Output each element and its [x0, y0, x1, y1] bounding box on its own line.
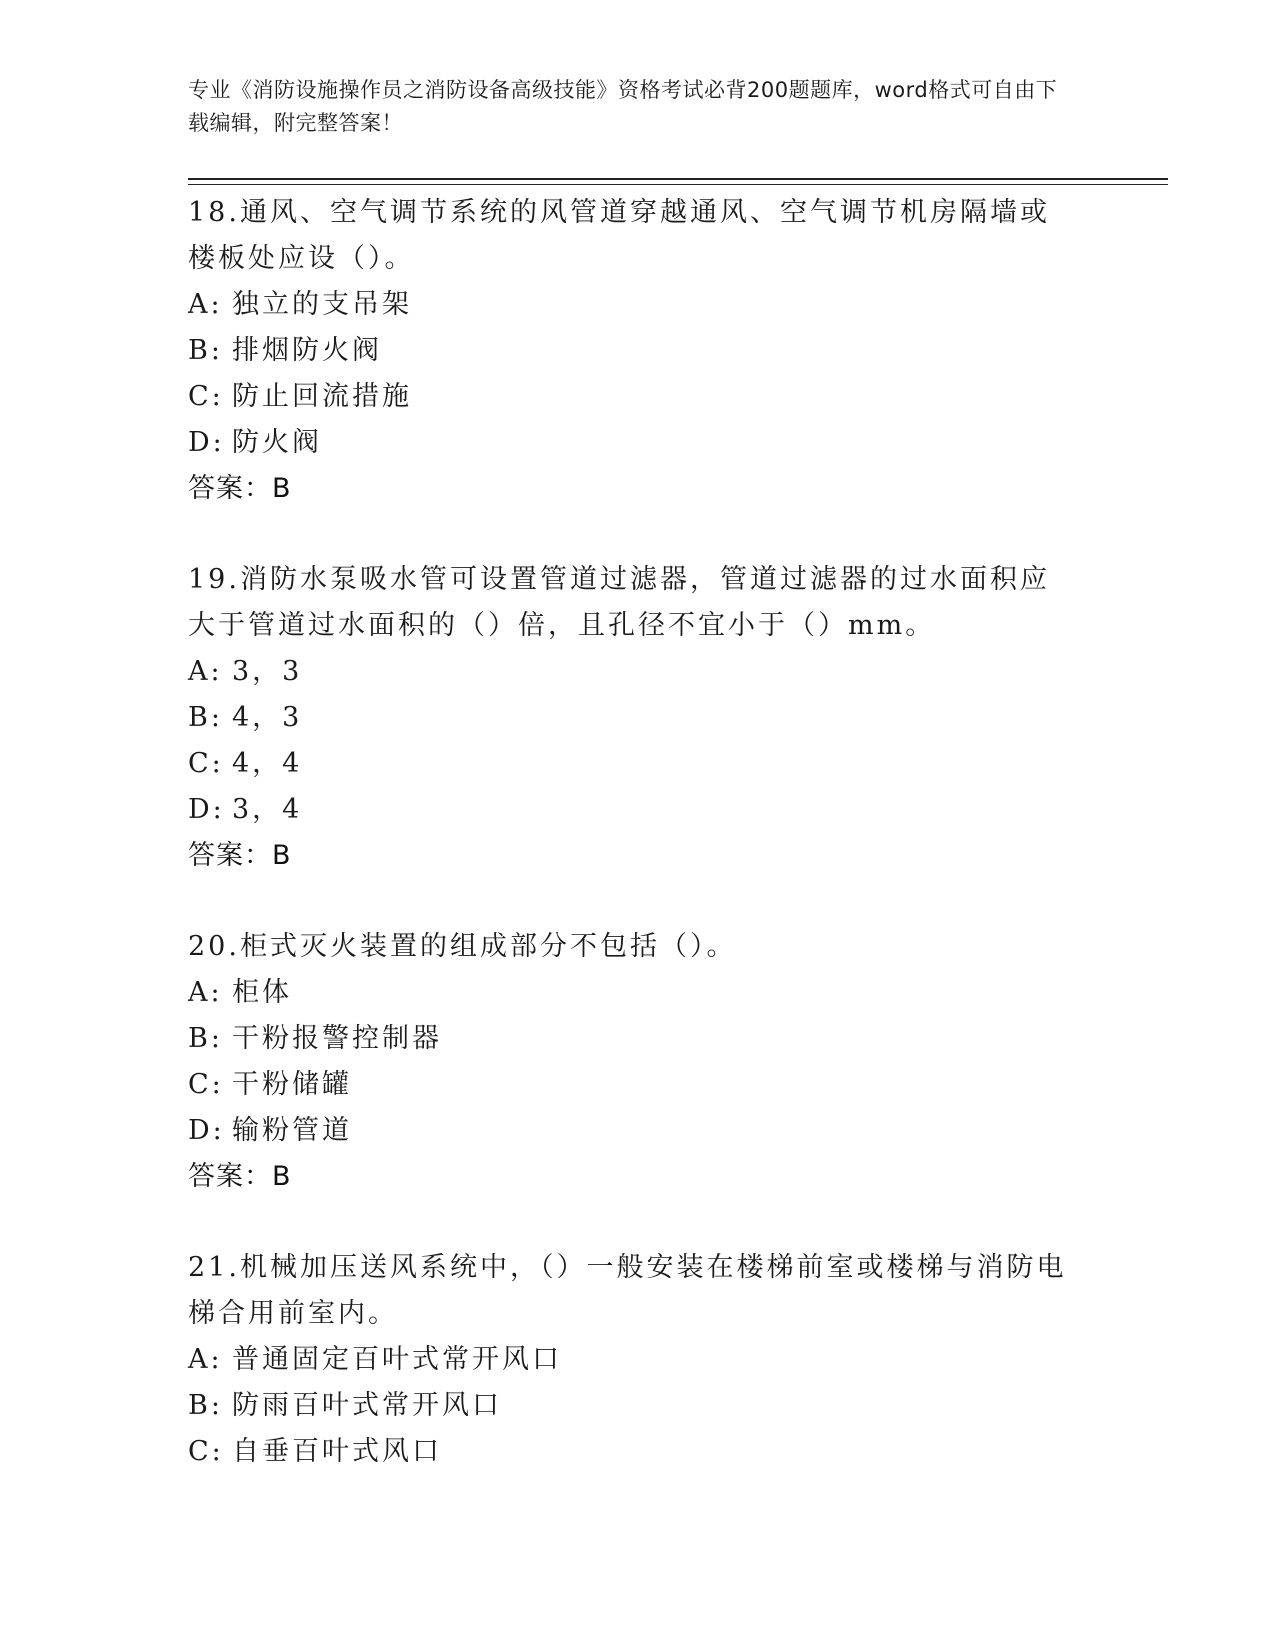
option-key: D:: [188, 794, 225, 825]
option-a: [188, 649, 1088, 695]
option-text: 干粉报警控制器: [232, 1023, 442, 1054]
question-19: [188, 557, 1088, 879]
option-c: [188, 741, 1088, 787]
header-divider-top: [188, 178, 1168, 180]
option-text: 自垂百叶式风口: [232, 1436, 442, 1467]
answer-line: 答案：B: [188, 840, 292, 871]
option-text: 3，4: [232, 794, 303, 825]
question-stem: 21.机械加压送风系统中，（）一般安装在楼梯前室或楼梯与消防电梯合用前室内。: [188, 1252, 1067, 1329]
option-d: [188, 787, 1088, 833]
question-18: [188, 190, 1088, 512]
question-stem: 18.通风、空气调节系统的风管道穿越通风、空气调节机房隔墙或楼板处应设（）。: [188, 197, 1050, 274]
header-divider-bottom: [188, 184, 1168, 185]
question-list: [188, 190, 1088, 1520]
option-text: 防火阀: [232, 427, 322, 458]
option-key: D:: [188, 427, 225, 458]
option-key: B:: [188, 1390, 223, 1421]
option-d: [188, 420, 1088, 466]
answer-line: 答案：B: [188, 1161, 292, 1192]
question-stem: 20.柜式灭火装置的组成部分不包括（）。: [188, 931, 737, 962]
option-key: B:: [188, 1023, 223, 1054]
option-key: B:: [188, 335, 223, 366]
option-key: A:: [188, 656, 223, 687]
document-header: 专业《消防设施操作员之消防设备高级技能》资格考试必背200题题库，word格式可自由下载编辑，附完整答案！: [188, 78, 1058, 135]
option-key: B:: [188, 702, 223, 733]
option-key: C:: [188, 1069, 224, 1100]
option-text: 独立的支吊架: [232, 289, 412, 320]
option-text: 普通固定百叶式常开风口: [232, 1344, 562, 1375]
option-text: 4，4: [232, 748, 303, 779]
option-key: C:: [188, 748, 224, 779]
option-b: [188, 1016, 1088, 1062]
option-b: [188, 695, 1088, 741]
option-text: 防止回流措施: [232, 381, 412, 412]
option-key: C:: [188, 381, 224, 412]
option-text: 防雨百叶式常开风口: [232, 1390, 502, 1421]
option-b: [188, 1383, 1088, 1429]
option-c: [188, 374, 1088, 420]
option-c: [188, 1429, 1088, 1475]
option-key: A:: [188, 289, 223, 320]
question-21: [188, 1245, 1088, 1475]
option-a: [188, 1337, 1088, 1383]
option-key: C:: [188, 1436, 224, 1467]
option-key: D:: [188, 1115, 225, 1146]
option-key: A:: [188, 977, 223, 1008]
option-a: [188, 282, 1088, 328]
question-stem: 19.消防水泵吸水管可设置管道过滤器，管道过滤器的过水面积应大于管道过水面积的（）倍，且孔径不宜小于（）mm。: [188, 564, 1050, 641]
option-key: A:: [188, 1344, 223, 1375]
option-text: 排烟防火阀: [232, 335, 382, 366]
option-text: 干粉储罐: [232, 1069, 352, 1100]
option-text: 输粉管道: [232, 1115, 352, 1146]
answer-line: 答案：B: [188, 473, 292, 504]
option-d: [188, 1108, 1088, 1154]
option-c: [188, 1062, 1088, 1108]
option-text: 4，3: [232, 702, 303, 733]
option-a: [188, 970, 1088, 1016]
question-20: [188, 924, 1088, 1200]
option-text: 柜体: [232, 977, 292, 1008]
option-text: 3，3: [232, 656, 303, 687]
option-b: [188, 328, 1088, 374]
